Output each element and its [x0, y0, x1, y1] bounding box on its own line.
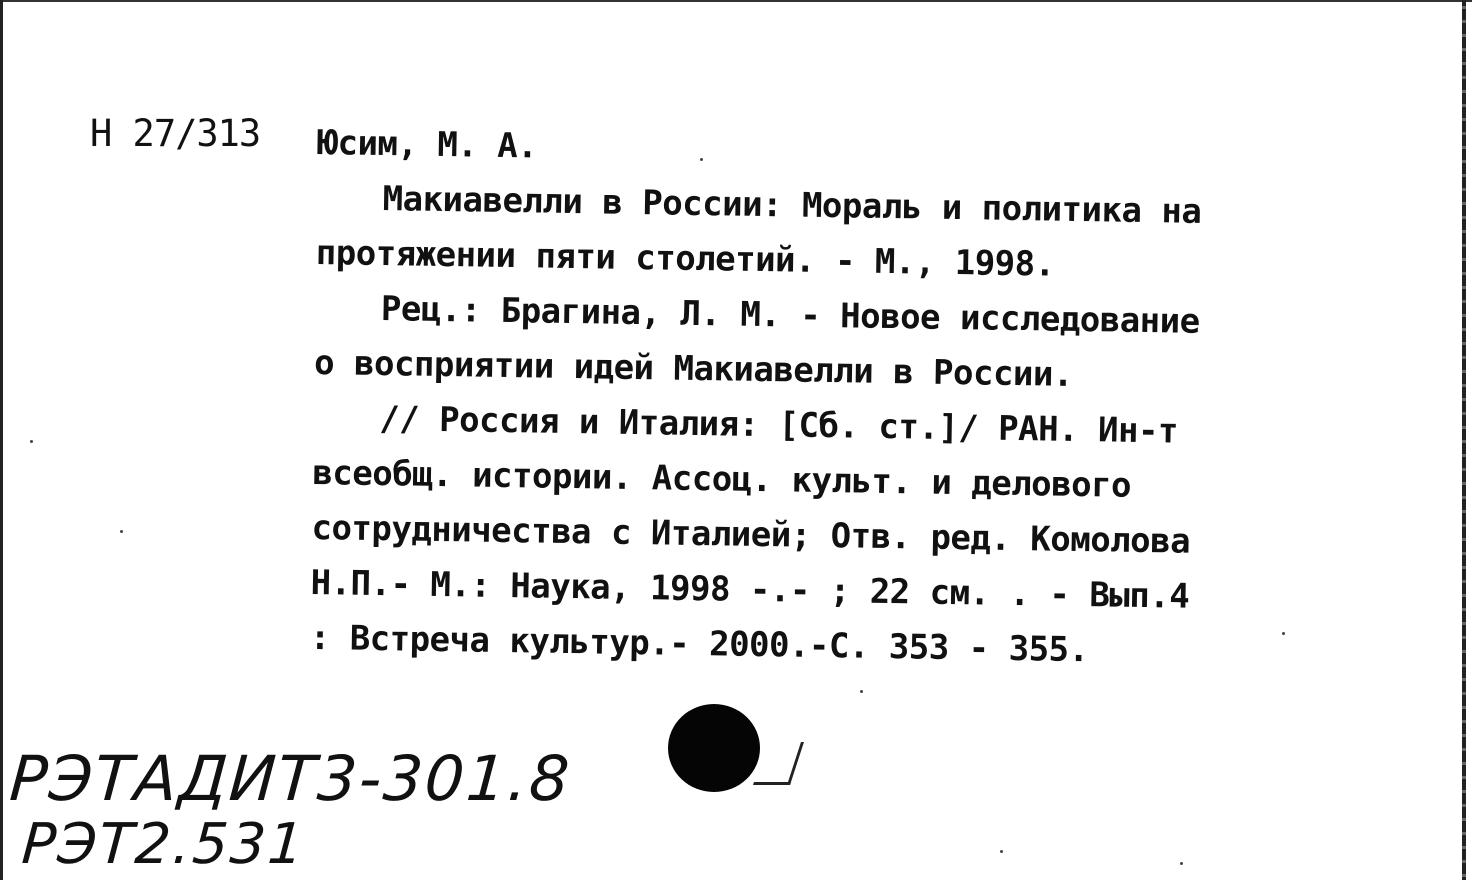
scan-speck: [1282, 632, 1285, 635]
scan-speck: [1180, 862, 1183, 865]
punch-hole-nick: [753, 742, 804, 785]
scan-speck: [1000, 850, 1003, 853]
shelfmark: Н 27/313: [90, 112, 261, 155]
bibliographic-entry: [309, 116, 1278, 681]
handwritten-shelf-code-2: РЭТ2.531: [19, 812, 308, 877]
card-right-edge: [1462, 0, 1466, 880]
handwritten-shelf-code-1: РЭТАДИТ3-301.8: [7, 742, 574, 815]
entry-line-9: : Встреча культур.- 2000.-С. 353 - 355.: [309, 617, 1089, 671]
entry-line-8: Н.П.- М.: Наука, 1998 -.- ; 22 см. . - Вып.4: [310, 562, 1190, 617]
entry-line-5: // Россия и Италия: [Сб. ст.]/ РАН. Ин-т: [378, 399, 1179, 452]
entry-line-2: протяжении пяти столетий. - М., 1998.: [315, 232, 1055, 285]
card-top-edge: [0, 0, 1472, 2]
entry-line-3: Рец.: Брагина, Л. М. - Новое исследование: [380, 289, 1200, 342]
scan-speck: [700, 158, 703, 161]
card-left-edge: [0, 0, 3, 880]
entry-line-1: Макиавелли в России: Мораль и политика на: [382, 179, 1202, 232]
scan-speck: [120, 530, 123, 533]
entry-line-6: всеобщ. истории. Ассоц. культ. и делового: [312, 452, 1132, 506]
entry-line-7: сотрудничества с Италией; Отв. ред. Комолова: [311, 507, 1191, 562]
entry-line-4: о восприятии идей Макиавелли в России.: [313, 342, 1074, 395]
scan-speck: [30, 440, 33, 443]
author-line: Юсим, М. А.: [317, 122, 538, 167]
punch-hole: [668, 704, 760, 792]
scan-speck: [860, 690, 863, 693]
